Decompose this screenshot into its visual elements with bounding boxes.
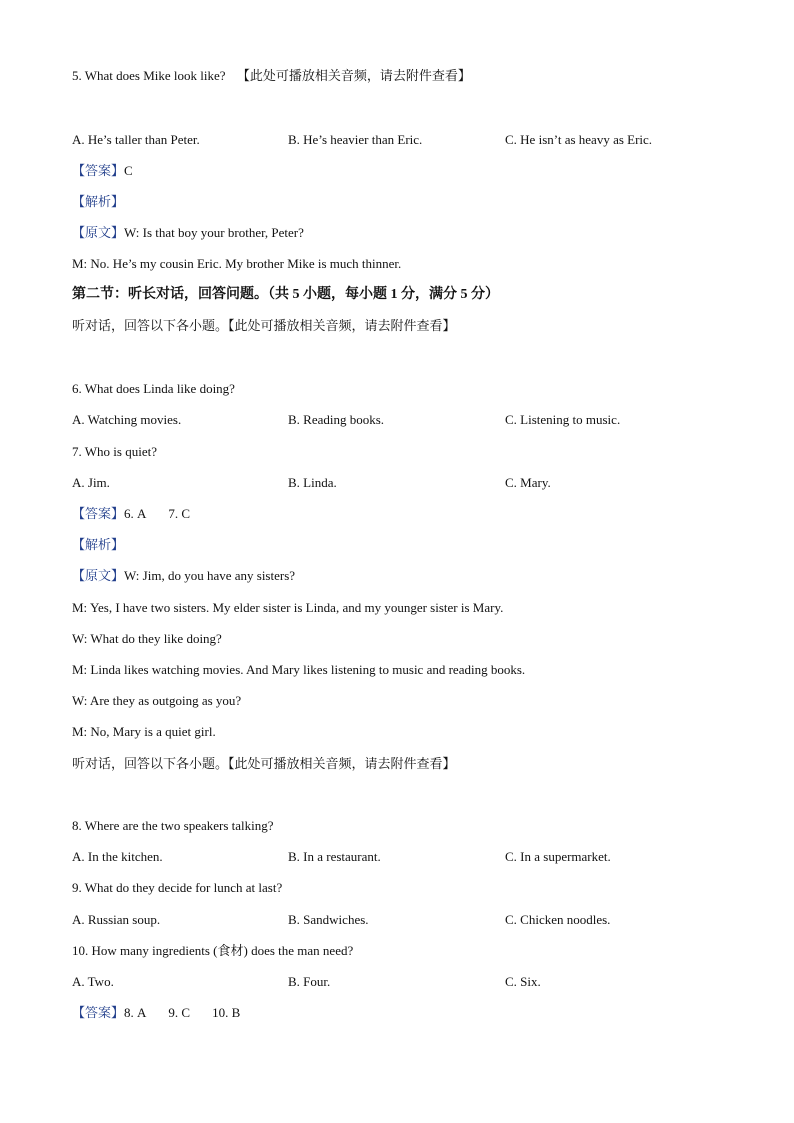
question-6: 6. What does Linda like doing? [72,381,235,396]
question-10: 10. How many ingredients (食材) does the man need? [72,943,354,958]
q5-analysis-tag: 【解析】 [72,194,125,209]
script-text: W: Jim, do you have any sisters? [124,568,296,583]
dialog-1-script-line-2: M: Yes, I have two sisters. My elder sister is Linda, and my younger sister is Mary. [72,600,504,615]
answer-8: 8. A [124,1005,147,1020]
answer-9: 9. C [168,1005,191,1020]
q10-option-c: C. Six. [505,974,541,989]
q5-script-line-2: M: No. He’s my cousin Eric. My brother Mike is much thinner. [72,256,402,271]
q6-option-b: B. Reading books. [288,412,385,427]
q7-option-a: A. Jim. [72,475,110,490]
q10-option-b: B. Four. [288,974,331,989]
q5-option-b: B. He’s heavier than Eric. [288,132,423,147]
question-5 [72,68,471,84]
answer-7: 7. C [168,506,191,521]
answer-tag: 【答案】 [72,506,125,521]
dialog-1-script-line-3: W: What do they like doing? [72,631,222,646]
audio-note[interactable]: 【此处可播放相关音频，请去附件查看】 [236,68,471,83]
q5-option-a: A. He’s taller than Peter. [72,132,200,147]
section-2-heading: 第二节：听长对话，回答问题。（共 5 小题，每小题 1 分，满分 5 分） [72,287,499,302]
q5-answer-line [72,163,133,179]
dialog-2-answer-line [72,1005,240,1021]
question-5-text: 5. What does Mike look like? [72,68,226,83]
q5-answer: C [124,163,133,178]
dialog-1-instruction[interactable]: 听对话，回答以下各小题。【此处可播放相关音频，请去附件查看】 [72,318,456,333]
dialog-1-script-line-5: W: Are they as outgoing as you? [72,693,242,708]
dialog-1-analysis-tag: 【解析】 [72,537,125,552]
answer-10: 10. B [212,1005,241,1020]
dialog-1-script-line-4: M: Linda likes watching movies. And Mary likes listening to music and reading books. [72,662,526,677]
dialog-1-script-line-1 [72,568,295,584]
answer-tag: 【答案】 [72,163,125,178]
q8-option-c: C. In a supermarket. [505,849,611,864]
question-7: 7. Who is quiet? [72,444,157,459]
question-8: 8. Where are the two speakers talking? [72,818,274,833]
q6-option-c: C. Listening to music. [505,412,621,427]
answer-tag: 【答案】 [72,1005,125,1020]
q10-option-a: A. Two. [72,974,114,989]
q8-option-a: A. In the kitchen. [72,849,163,864]
question-9: 9. What do they decide for lunch at last? [72,880,283,895]
dialog-2-instruction[interactable]: 听对话，回答以下各小题。【此处可播放相关音频，请去附件查看】 [72,756,456,771]
q5-script-line-1 [72,225,304,241]
answer-6: 6. A [124,506,147,521]
script-tag: 【原文】 [72,568,125,583]
q7-option-b: B. Linda. [288,475,337,490]
script-tag: 【原文】 [72,225,125,240]
q9-option-a: A. Russian soup. [72,912,161,927]
dialog-1-answer-line [72,506,190,522]
q6-option-a: A. Watching movies. [72,412,182,427]
dialog-1-script-line-6: M: No, Mary is a quiet girl. [72,724,216,739]
q9-option-c: C. Chicken noodles. [505,912,611,927]
q9-option-b: B. Sandwiches. [288,912,369,927]
q8-option-b: B. In a restaurant. [288,849,381,864]
script-text: W: Is that boy your brother, Peter? [124,225,304,240]
q7-option-c: C. Mary. [505,475,551,490]
q5-option-c: C. He isn’t as heavy as Eric. [505,132,653,147]
